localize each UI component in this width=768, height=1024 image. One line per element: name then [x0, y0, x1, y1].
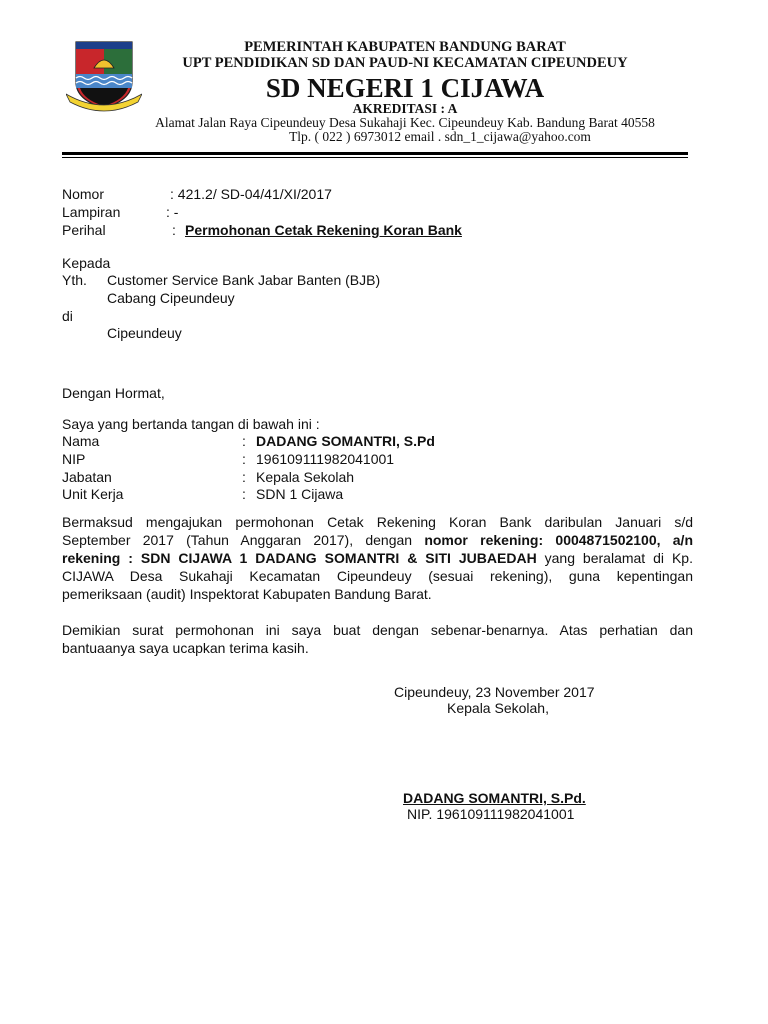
- paragraph2-line: Demikian surat permohonan ini saya buat dengan sebenar-benarnya. Atas perhatian dan: [62, 622, 693, 638]
- text-span: yang beralamat di Kp.: [536, 550, 693, 566]
- recipient-branch: Cabang Cipeundeuy: [107, 290, 235, 306]
- account-name: rekening : SDN CIJAWA 1 DADANG SOMANTRI & SITI JUBAEDAH: [62, 550, 537, 566]
- di-label: di: [62, 308, 73, 324]
- greeting: Dengan Hormat,: [62, 385, 165, 401]
- header-divider: [62, 152, 688, 155]
- header-divider-thin: [62, 157, 688, 158]
- paragraph1-line: Bermaksud mengajukan permohonan Cetak Rekening Koran Bank daribulan Januari s/d: [62, 514, 693, 530]
- intro-text: Saya yang bertanda tangan di bawah ini :: [62, 416, 320, 432]
- perihal-colon: :: [172, 222, 176, 238]
- paragraph1-line: pemeriksaan (audit) Inspektorat Kabupaten Bandung Barat.: [62, 586, 432, 602]
- paragraph1-line: [62, 549, 693, 567]
- place-date: Cipeundeuy, 23 November 2017: [394, 684, 595, 700]
- field-colon: :: [242, 451, 246, 467]
- field-value-nama: DADANG SOMANTRI, S.Pd: [256, 433, 435, 449]
- school-name: SD NEGERI 1 CIJAWA: [265, 73, 545, 103]
- signer-nip: NIP. 196109111982041001: [407, 806, 575, 822]
- lampiran-value: : -: [166, 204, 179, 220]
- paragraph2-line: bantuaanya saya ucapkan terima kasih.: [62, 640, 309, 656]
- paragraph1-line: CIJAWA Desa Sukahaji Kecamatan Cipeundeuy (sesuai rekening), guna kepentingan: [62, 568, 693, 584]
- department-name: UPT PENDIDIKAN SD DAN PAUD-NI KECAMATAN CIPEUNDEUY: [182, 55, 628, 71]
- recipient-name: Customer Service Bank Jabar Banten (BJB): [107, 272, 381, 288]
- government-name: PEMERINTAH KABUPATEN BANDUNG BARAT: [244, 39, 566, 55]
- field-label-nama: Nama: [62, 433, 100, 449]
- field-value-unit: SDN 1 Cijawa: [256, 486, 344, 502]
- field-value-nip: 196109111982041001: [256, 451, 395, 467]
- school-contact: Tlp. ( 022 ) 6973012 email . sdn_1_cijawa@yahoo.com: [289, 129, 591, 144]
- school-address: Alamat Jalan Raya Cipeundeuy Desa Sukahaji Kec. Cipeundeuy Kab. Bandung Barat 40558: [155, 115, 655, 130]
- yth-label: Yth.: [62, 272, 87, 288]
- signer-name: DADANG SOMANTRI, S.Pd.: [403, 790, 586, 806]
- account-number: nomor rekening: 0004871502100, a/n: [424, 532, 693, 548]
- kepada-label: Kepada: [62, 255, 111, 271]
- text-span: September 2017 (Tahun Anggaran 2017), dengan: [62, 532, 425, 548]
- field-label-unit: Unit Kerja: [62, 486, 124, 502]
- field-label-jabatan: Jabatan: [62, 469, 112, 485]
- recipient-place: Cipeundeuy: [107, 325, 182, 341]
- perihal-value: Permohonan Cetak Rekening Koran Bank: [185, 222, 462, 238]
- signer-position: Kepala Sekolah,: [447, 700, 549, 716]
- accreditation: AKREDITASI : A: [352, 101, 458, 116]
- paragraph1-line: [62, 531, 693, 549]
- field-colon: :: [242, 486, 246, 502]
- field-colon: :: [242, 433, 246, 449]
- field-label-nip: NIP: [62, 451, 86, 467]
- lampiran-label: Lampiran: [62, 204, 121, 220]
- nomor-value: : 421.2/ SD-04/41/XI/2017: [170, 186, 332, 202]
- perihal-label: Perihal: [62, 222, 106, 238]
- field-value-jabatan: Kepala Sekolah: [256, 469, 355, 485]
- field-colon: :: [242, 469, 246, 485]
- nomor-label: Nomor: [62, 186, 105, 202]
